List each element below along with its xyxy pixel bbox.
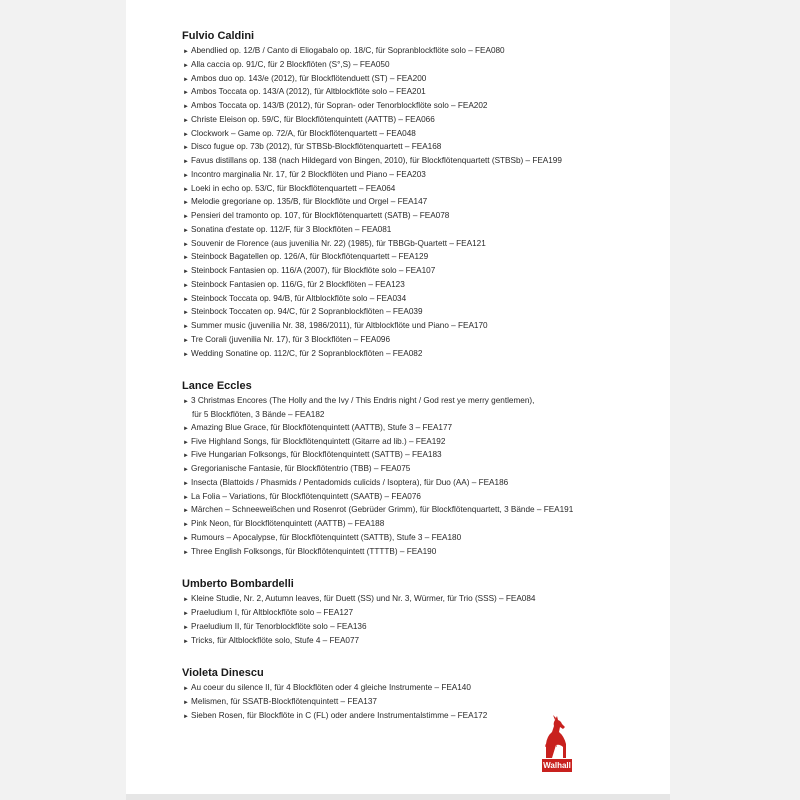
bullet-triangle-icon: ► bbox=[183, 597, 189, 604]
catalog-entry bbox=[182, 348, 662, 362]
entry-text: Steinbock Toccaten op. 94/C, für 2 Sopranblockflöten – FEA039 bbox=[191, 307, 423, 317]
catalog-content bbox=[182, 29, 662, 742]
catalog-page bbox=[126, 0, 670, 800]
catalog-entry bbox=[182, 320, 662, 334]
catalog-entry bbox=[182, 100, 662, 114]
composer-section bbox=[182, 577, 662, 648]
bullet-triangle-icon: ► bbox=[183, 453, 189, 460]
entry-text: 3 Christmas Encores (The Holly and the Ivy / This Endris night / God rest ye merry gentlemen), bbox=[191, 396, 535, 406]
entry-text: Steinbock Fantasien op. 116/G, für 2 Blockflöten – FEA123 bbox=[191, 279, 405, 289]
bullet-triangle-icon: ► bbox=[183, 131, 189, 138]
bullet-triangle-icon: ► bbox=[183, 467, 189, 473]
catalog-entry bbox=[182, 251, 662, 265]
catalog-entry bbox=[182, 422, 662, 436]
catalog-entry bbox=[182, 238, 662, 252]
entry-text: Clockwork – Game op. 72/A, für Blockflötenquartett – FEA048 bbox=[191, 128, 416, 138]
catalog-entry bbox=[182, 128, 662, 142]
logo-edition-text: Edition bbox=[545, 744, 557, 748]
catalog-entry bbox=[182, 293, 662, 307]
entry-text: Disco fugue op. 73b (2012), für STBSb-Blockflötenquartett – FEA168 bbox=[191, 142, 442, 152]
bullet-triangle-icon: ► bbox=[183, 310, 189, 317]
bullet-triangle-icon: ► bbox=[183, 255, 189, 262]
entry-text: Praeludium I, für Altblockflöte solo – FEA127 bbox=[191, 608, 354, 617]
bullet-triangle-icon: ► bbox=[183, 624, 189, 631]
catalog-entry bbox=[182, 334, 662, 348]
catalog-entry bbox=[182, 279, 662, 293]
entry-continuation: für 5 Blockflöten, 3 Bände – FEA182 bbox=[192, 410, 325, 419]
bullet-triangle-icon: ► bbox=[183, 494, 189, 501]
entry-text: Ambos duo op. 143/e (2012), für Blockflötenduett (ST) – FEA200 bbox=[191, 73, 427, 83]
bullet-triangle-icon: ► bbox=[183, 700, 189, 706]
entry-text: Three English Folksongs, für Blockflötenquintett (TTTTB) – FEA190 bbox=[191, 546, 437, 556]
entry-text: Gregorianische Fantasie, für Blockflötentrio (TBB) – FEA075 bbox=[191, 464, 411, 473]
entry-text: Märchen – Schneeweißchen und Rosenrot (Gebrüder Grimm), für Blockflötenquartett, 3 Bände – FEA191 bbox=[191, 505, 574, 515]
bullet-triangle-icon: ► bbox=[183, 522, 189, 528]
catalog-entry bbox=[182, 491, 662, 505]
catalog-entry bbox=[182, 265, 662, 279]
catalog-entry bbox=[182, 196, 662, 210]
entry-text: Melodie gregoriane op. 135/B, für Blockflöte und Orgel – FEA147 bbox=[191, 197, 428, 207]
bullet-triangle-icon: ► bbox=[183, 508, 189, 515]
catalog-entry bbox=[182, 635, 662, 649]
composer-name: Fulvio Caldini bbox=[182, 30, 255, 42]
catalog-entry bbox=[182, 504, 662, 518]
bullet-triangle-icon: ► bbox=[183, 296, 189, 303]
catalog-entry bbox=[182, 682, 662, 696]
catalog-entry bbox=[182, 45, 662, 59]
composer-section bbox=[182, 666, 662, 723]
bullet-triangle-icon: ► bbox=[183, 611, 189, 617]
bullet-triangle-icon: ► bbox=[183, 638, 189, 645]
bullet-triangle-icon: ► bbox=[183, 145, 189, 152]
catalog-entry bbox=[182, 449, 662, 463]
bullet-triangle-icon: ► bbox=[183, 172, 189, 179]
bullet-triangle-icon: ► bbox=[183, 227, 189, 234]
bullet-triangle-icon: ► bbox=[183, 200, 189, 207]
entry-text: La Folia – Variations, für Blockflötenquintett (SAATB) – FEA076 bbox=[191, 491, 421, 501]
catalog-entry bbox=[182, 532, 662, 546]
entry-text: Steinbock Fantasien op. 116/A (2007), für Blockflöte solo – FEA107 bbox=[191, 266, 436, 275]
entry-text: Steinbock Bagatellen op. 126/A, für Blockflötenquartett – FEA129 bbox=[191, 252, 429, 262]
bullet-triangle-icon: ► bbox=[183, 351, 189, 358]
entry-text: Pink Neon, für Blockflötenquintett (AATTB) – FEA188 bbox=[191, 519, 385, 528]
bullet-triangle-icon: ► bbox=[183, 282, 189, 289]
entry-text: Kleine Studie, Nr. 2, Autumn leaves, für Duett (SS) und Nr. 3, Würmer, für Trio (SSS) – FEA084 bbox=[191, 594, 536, 604]
catalog-entry bbox=[182, 73, 662, 87]
bullet-triangle-icon: ► bbox=[183, 324, 189, 330]
bullet-triangle-icon: ► bbox=[183, 90, 189, 97]
catalog-entry bbox=[182, 696, 662, 710]
entry-text: Sonatina d'estate op. 112/F, für 3 Blockflöten – FEA081 bbox=[191, 224, 392, 234]
catalog-entry bbox=[182, 141, 662, 155]
bullet-triangle-icon: ► bbox=[183, 241, 189, 248]
catalog-entry bbox=[182, 224, 662, 238]
catalog-entry bbox=[182, 436, 662, 450]
bullet-triangle-icon: ► bbox=[183, 159, 189, 165]
bullet-triangle-icon: ► bbox=[183, 713, 189, 720]
entry-text: Tricks, für Altblockflöte solo, Stufe 4 – FEA077 bbox=[191, 635, 360, 645]
entry-text: Melismen, für SSATB-Blockflötenquintett – FEA137 bbox=[191, 697, 377, 706]
entry-text: Souvenir de Florence (aus juvenilia Nr. 22) (1985), für TBBGb-Quartett – FEA121 bbox=[191, 238, 486, 248]
entry-text: Wedding Sonatine op. 112/C, für 2 Sopranblockflöten – FEA082 bbox=[191, 348, 423, 358]
composer-name: Violeta Dinescu bbox=[182, 667, 264, 680]
composer-section bbox=[182, 379, 662, 559]
catalog-entry bbox=[182, 593, 662, 607]
catalog-entry bbox=[182, 463, 662, 477]
entry-text: Pensieri del tramonto op. 107, für Blockflötenquartett (SATB) – FEA078 bbox=[191, 211, 450, 220]
catalog-entry bbox=[182, 395, 662, 422]
bullet-triangle-icon: ► bbox=[183, 425, 189, 432]
walhall-logo bbox=[542, 714, 572, 772]
catalog-entry bbox=[182, 155, 662, 169]
entry-text: Christe Eleison op. 59/C, für Blockflötenquintett (AATTB) – FEA066 bbox=[191, 114, 435, 124]
horse-logo-icon bbox=[542, 714, 572, 760]
bullet-triangle-icon: ► bbox=[183, 117, 189, 124]
bullet-triangle-icon: ► bbox=[183, 337, 189, 344]
bullet-triangle-icon: ► bbox=[183, 62, 189, 69]
entry-text: Alla caccia op. 91/C, für 2 Blockflöten (S°,S) – FEA050 bbox=[191, 59, 390, 69]
logo-label: Walhall bbox=[543, 761, 571, 770]
bullet-triangle-icon: ► bbox=[183, 49, 189, 55]
entry-text: Five Hungarian Folksongs, für Blockflötenquintett (SATTB) – FEA183 bbox=[191, 450, 442, 460]
entry-text: Sieben Rosen, für Blockflöte in C (FL) oder andere Instrumentalstimme – FEA172 bbox=[191, 710, 488, 720]
bullet-triangle-icon: ► bbox=[183, 76, 189, 83]
catalog-entry bbox=[182, 306, 662, 320]
catalog-entry bbox=[182, 114, 662, 128]
entry-text: Au coeur du silence II, für 4 Blockflöten oder 4 gleiche Instrumente – FEA140 bbox=[191, 683, 471, 693]
composer-name: Lance Eccles bbox=[182, 380, 252, 393]
bullet-triangle-icon: ► bbox=[183, 549, 189, 556]
bullet-triangle-icon: ► bbox=[183, 214, 189, 220]
entry-text: Rumours – Apocalypse, für Blockflötenquintett (SATTB), Stufe 3 – FEA180 bbox=[191, 532, 462, 542]
entry-text: Incontro marginalia Nr. 17, für 2 Blockflöten und Piano – FEA203 bbox=[191, 169, 426, 179]
catalog-entry bbox=[182, 518, 662, 532]
entry-text: Loeki in echo op. 53/C, für Blockflötenquartett – FEA064 bbox=[191, 183, 396, 193]
bullet-triangle-icon: ► bbox=[183, 439, 189, 446]
entry-text: Tre Corali (juvenilia Nr. 17), für 3 Blockflöten – FEA096 bbox=[191, 334, 391, 344]
catalog-entry bbox=[182, 607, 662, 621]
entry-text: Insecta (Blattoids / Phasmids / Pentadomids culicids / Isoptera), für Duo (AA) – FEA186 bbox=[191, 477, 509, 487]
entry-text: Ambos Toccata op. 143/A (2012), für Altblockflöte solo – FEA201 bbox=[191, 87, 426, 97]
bullet-triangle-icon: ► bbox=[183, 686, 189, 693]
bullet-triangle-icon: ► bbox=[183, 535, 189, 542]
bullet-triangle-icon: ► bbox=[183, 269, 189, 275]
catalog-entry bbox=[182, 210, 662, 224]
entry-text: Steinbock Toccata op. 94/B, für Altblockflöte solo – FEA034 bbox=[191, 293, 407, 303]
entry-text: Amazing Blue Grace, für Blockflötenquintett (AATTB), Stufe 3 – FEA177 bbox=[191, 422, 453, 432]
entry-text: Five Highland Songs, für Blockflötenquintett (Gitarre ad lib.) – FEA192 bbox=[191, 436, 446, 446]
catalog-entry bbox=[182, 621, 662, 635]
bullet-triangle-icon: ► bbox=[183, 104, 189, 110]
catalog-entry bbox=[182, 169, 662, 183]
bullet-triangle-icon: ► bbox=[183, 480, 189, 487]
entry-text: Abendlied op. 12/B / Canto di Eliogabalo op. 18/C, für Sopranblockflöte solo – FEA080 bbox=[191, 46, 505, 55]
catalog-entry bbox=[182, 546, 662, 560]
entry-text: Praeludium II, für Tenorblockflöte solo – FEA136 bbox=[191, 621, 367, 631]
entry-text: Summer music (juvenilia Nr. 38, 1986/2011), für Altblockflöte und Piano – FEA170 bbox=[191, 321, 488, 330]
catalog-entry bbox=[182, 477, 662, 491]
bullet-triangle-icon: ► bbox=[183, 399, 189, 406]
bullet-triangle-icon: ► bbox=[183, 186, 189, 193]
composer-name: Umberto Bombardelli bbox=[182, 578, 294, 591]
catalog-entry bbox=[182, 183, 662, 197]
catalog-entry bbox=[182, 59, 662, 73]
catalog-entry bbox=[182, 710, 662, 724]
catalog-entry bbox=[182, 86, 662, 100]
entry-text: Favus distillans op. 138 (nach Hildegard von Bingen, 2010), für Blockflötenquartett (STBSb) – FEA199 bbox=[191, 156, 562, 165]
entry-text: Ambos Toccata op. 143/B (2012), für Sopran- oder Tenorblockflöte solo – FEA202 bbox=[191, 101, 488, 110]
composer-section bbox=[182, 29, 662, 361]
